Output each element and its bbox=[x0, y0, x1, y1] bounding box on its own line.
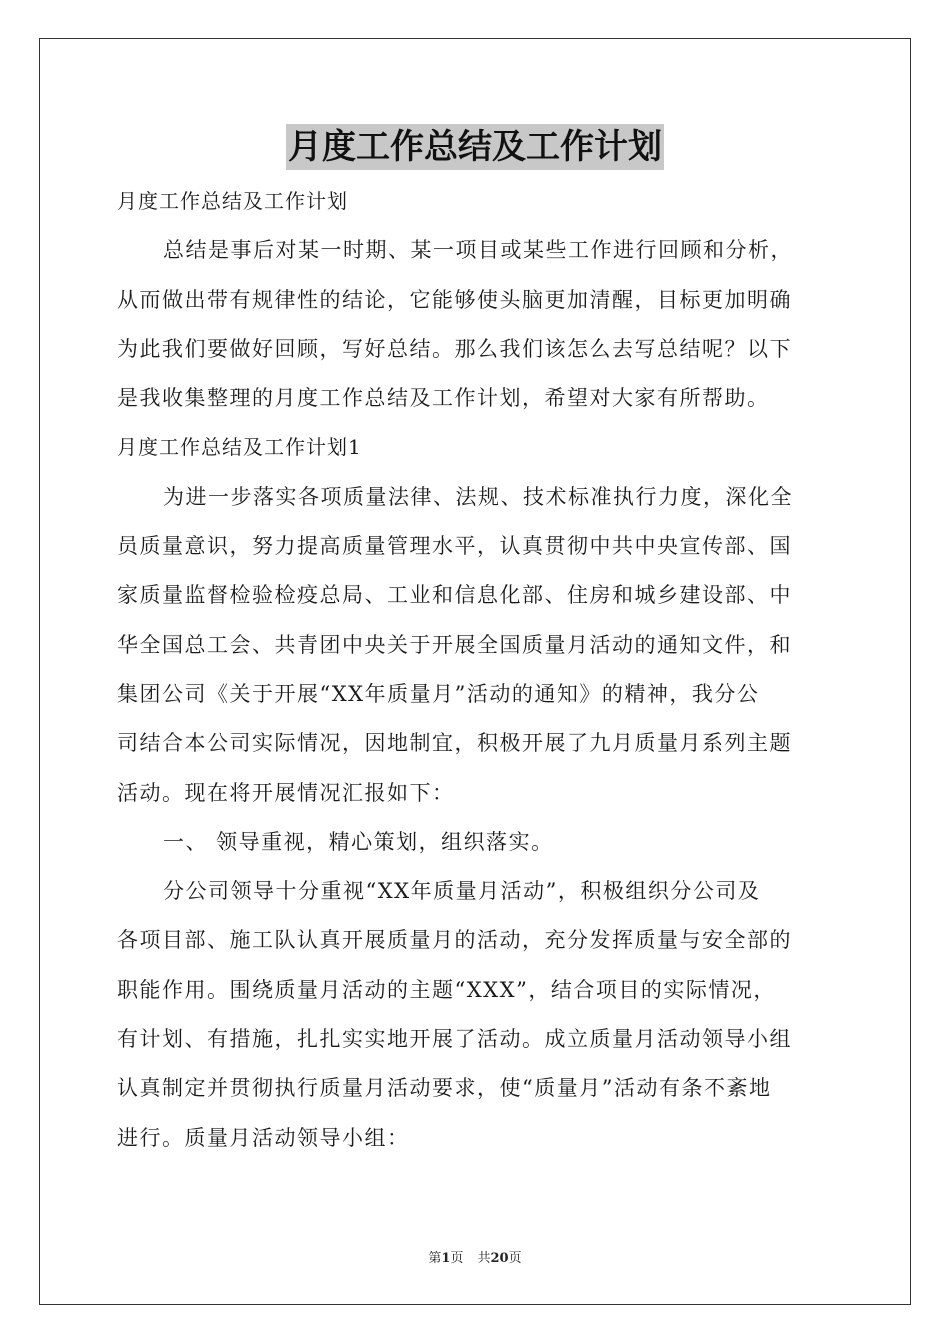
page-number: 1 bbox=[441, 1251, 451, 1266]
paragraph-line: 职能作用。围绕质量月活动的主题“XXX”，结合项目的实际情况， bbox=[117, 977, 776, 1002]
paragraph-line: 进行。质量月活动领导小组： bbox=[117, 1125, 410, 1150]
total-prefix: 共 bbox=[477, 1251, 491, 1266]
paragraph-line: 为此我们要做好回顾，写好总结。那么我们该怎么去写总结呢？以下 bbox=[117, 336, 792, 361]
paragraph-line: 是我收集整理的月度工作总结及工作计划，希望对大家有所帮助。 bbox=[117, 386, 770, 411]
subsection-heading: 一、 领导重视，精心策划，组织落实。 bbox=[163, 829, 554, 854]
paragraph-line: 员质量意识，努力提高质量管理水平，认真贯彻中共中央宣传部、国 bbox=[117, 534, 792, 559]
paragraph-line: 有计划、有措施，扎扎实实地开展了活动。成立质量月活动领导小组 bbox=[117, 1027, 792, 1052]
page-footer bbox=[0, 1247, 950, 1266]
paragraph-line: 分公司领导十分重视“XX年质量月活动”，积极组织分公司及 bbox=[163, 879, 761, 904]
section-heading: 月度工作总结及工作计划1 bbox=[117, 435, 362, 460]
total-pages: 20 bbox=[490, 1251, 509, 1266]
paragraph-line: 总结是事后对某一时期、某一项目或某些工作进行回顾和分析， bbox=[163, 238, 793, 263]
paragraph-line: 各项目部、施工队认真开展质量月的活动，充分发挥质量与安全部的 bbox=[117, 928, 792, 953]
subtitle-line: 月度工作总结及工作计划 bbox=[117, 189, 348, 213]
paragraph-line: 活动。现在将开展情况汇报如下： bbox=[117, 780, 455, 805]
document-body bbox=[117, 177, 833, 1163]
page-suffix: 页 bbox=[450, 1251, 464, 1266]
paragraph-line: 从而做出带有规律性的结论，它能够使头脑更加清醒，目标更加明确 bbox=[117, 287, 792, 312]
page-prefix: 第 bbox=[428, 1251, 442, 1266]
title-container bbox=[0, 124, 950, 170]
paragraph-line: 家质量监督检验检疫总局、工业和信息化部、住房和城乡建设部、中 bbox=[117, 583, 792, 608]
paragraph-line: 司结合本公司实际情况，因地制宜，积极开展了九月质量月系列主题 bbox=[117, 731, 792, 756]
paragraph-line: 集团公司《关于开展“XX年质量月”活动的通知》的精神，我分公 bbox=[117, 681, 760, 706]
total-suffix: 页 bbox=[508, 1251, 522, 1266]
paragraph-line: 为进一步落实各项质量法律、法规、技术标准执行力度，深化全 bbox=[163, 484, 793, 509]
paragraph-line: 认真制定并贯彻执行质量月活动要求，使“质量月”活动有条不紊地 bbox=[117, 1076, 772, 1101]
document-title: 月度工作总结及工作计划 bbox=[286, 124, 664, 170]
paragraph-line: 华全国总工会、共青团中央关于开展全国质量月活动的通知文件，和 bbox=[117, 632, 792, 657]
